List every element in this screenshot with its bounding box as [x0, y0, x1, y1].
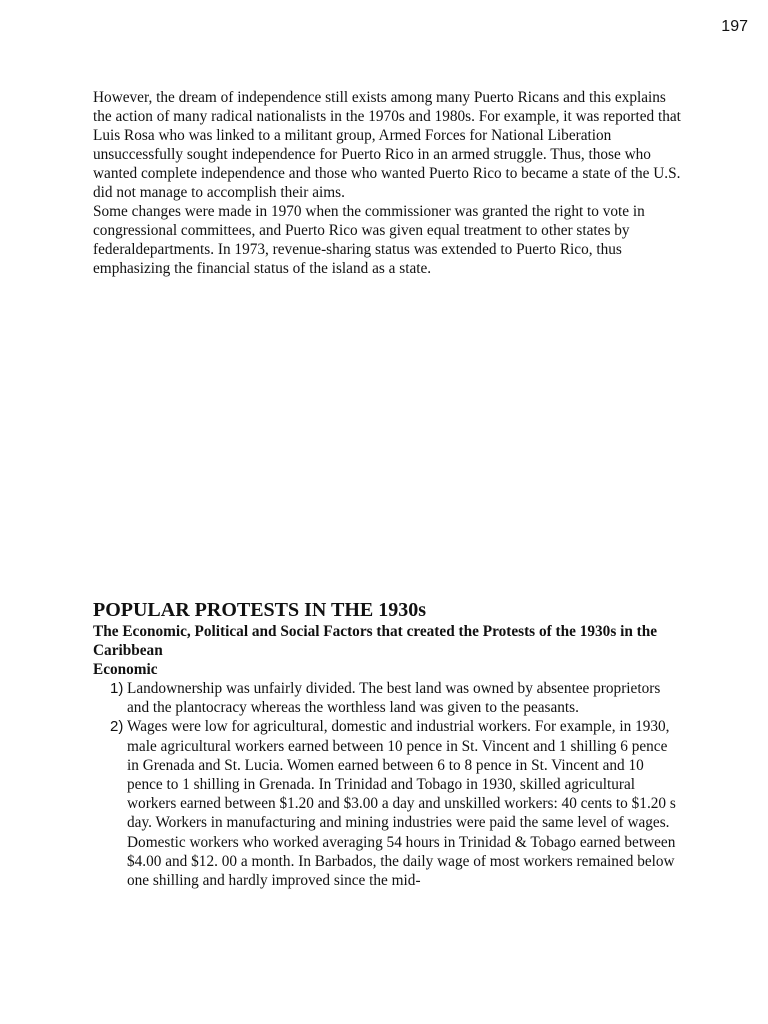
page-number: 197: [721, 18, 748, 35]
section-title: POPULAR PROTESTS IN THE 1930s: [93, 599, 427, 621]
economic-points-list: [93, 679, 683, 890]
intro-text: [93, 88, 683, 278]
intro-paragraph-1: However, the dream of independence still exists among many Puerto Ricans and this explains the action of many radical nationalists in the 1970s and 1980s. For example, it was reported that Luis Rosa who was linked to a militant group, Armed Forces for National Liberation unsuccessfully sought independence for Puerto Rico in an armed struggle. Thus, those who wanted complete independence and those who wanted Puerto Rico to became a state of the U.S. did not manage to accomplish their aims.: [93, 89, 681, 201]
list-item-text: Wages were low for agricultural, domestic and industrial workers. For example, in 1930, male agricultural workers earned between 10 pence in St. Vincent and 1 shilling 6 pence in Grenada and St. Lucia. Women earned between 6 to 8 pence in St. Vincent and 10 pence to 1 shilling in Grenada. In Trinidad and Tobago in 1930, skilled agricultural workers earned between $1.20 and $3.00 a day and unskilled workers: 40 cents to $1.20 s day. Workers in manufacturing and mining industries were paid the same level of wages. Domestic workers who worked averaging 54 hours in Trinidad & Tobago earned between $4.00 and $12. 00 a month. In Barbados, the daily wage of most workers remained below one shilling and hardly improved since the mid-: [127, 718, 676, 890]
list-item-text: Landownership was unfairly divided. The best land was owned by absentee proprietors and the plantocracy whereas the worthless land was given to the peasants.: [127, 680, 661, 717]
list-item-number: 1): [110, 680, 124, 697]
list-item: [93, 679, 683, 717]
economic-heading: Economic: [93, 661, 158, 678]
list-item: [93, 717, 683, 890]
popular-protests-section: [93, 598, 683, 890]
intro-paragraph-2: Some changes were made in 1970 when the commissioner was granted the right to vote in congressional committees, and Puerto Rico was given equal treatment to other states by federaldepartments. In 1973, revenue-sharing status was extended to Puerto Rico, thus emphasizing the financial status of the island as a state.: [93, 203, 645, 277]
list-item-number: 2): [110, 718, 124, 736]
section-subtitle: The Economic, Political and Social Factors that created the Protests of the 1930s in the Caribbean: [93, 623, 658, 659]
